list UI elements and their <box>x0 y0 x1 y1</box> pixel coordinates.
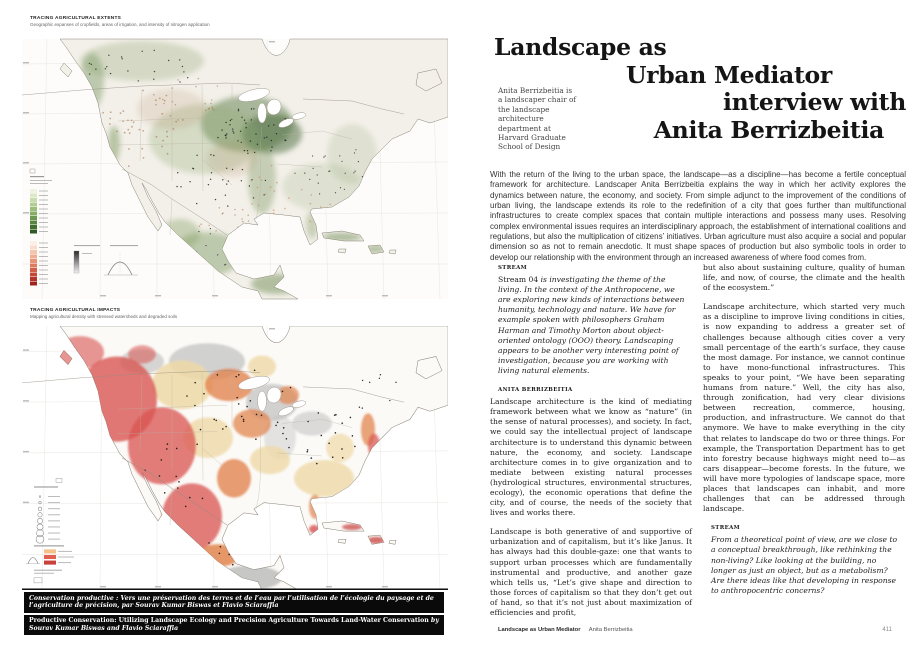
answer-paragraph-4: Landscape architecture, which started very much as a discipline to improve living conditions in cities, is now expanding to address a greater set of challenges because although cities cover a very small percentage of the earth’s surface, they cause the most damage. For instance, we cannot continue to have mono-functional infrastructures. This speaks to your point, “We have been separating humans from nature.” Well, the city has also, through zonification, had very clear divisions between recreation, commerce, housing, production, and infrastructure. We cannot do that anymore. We have to make everything in the city that relates to landscape do two or three things. For example, the Transportation Department has to get into forestry because highways might need to—as cars disappear—become forests. In the future, we will have more typologies of landscape space, more places that landscapes can inhabit, and more challenges that can be addressed through landscape. <box>703 302 905 514</box>
interview-question-2: From a theoretical point of view, are we close to a conceptual breakthrough, like rethinking the non-living? Like looking at the building, no longer as just an object, but as a metabolism? Are there ideas like that developing in response to anthropocentric concerns? <box>711 535 898 595</box>
title-line-4: Anita Berrizbeitia <box>653 115 884 144</box>
speaker-label-stream: STREAM <box>498 265 528 271</box>
answer-paragraph-1: Landscape architecture is the kind of mediating framework between what we know as “nature” (in the sense of natural processes), and society. In fact, we could say the intellectual project of landscape architecture is to understand this dynamic between nature, the economy, and society. Landscape architecture comes in to give organization and to mediate between existing natural processes (hydrological structures, environmental structures, ecology), the economic operations that define the city, and of course, the needs of the society that lives and works there. <box>490 397 692 518</box>
map2-header <box>30 308 177 319</box>
article-columns <box>490 263 906 618</box>
title-line-2: Urban Mediator <box>625 60 832 89</box>
caption-block <box>24 592 444 635</box>
title-line-1: Landscape as <box>494 33 667 61</box>
speaker-label-anita: ANITA BERRIZBEITIA <box>498 387 573 394</box>
answer-paragraph-3: but also about sustaining culture, quality of human life, and now, of course, the climate and the health of the ecosystem.” <box>703 263 905 293</box>
map1-title: TRACING AGRICULTURAL EXTENTS <box>30 16 122 21</box>
caption-english-byline: by Sourav Kumar Biswas and Flavio Sciaraffia <box>29 617 439 632</box>
caption-french: Conservation productive : Vers une préservation des terres et de l’eau par l’utilisation de l’écologie du paysage et de l’agriculture de précision, par Sourav Kumar Biswas et Flavio Sciaraffia <box>24 592 444 613</box>
agricultural-impacts-map <box>22 326 448 590</box>
speaker-label-stream-2: STREAM <box>711 525 741 532</box>
map2-subtitle: Mapping agricultural density with stressed watersheds and degraded soils <box>30 314 178 319</box>
cropland-extents-map <box>22 38 448 300</box>
author-bio-note: Anita Berrizbeitia is a landscaper chair of the landscape architecture department at Harvard Graduate School of Design <box>498 86 577 152</box>
intro-paragraph: With the return of the living to the urban space, the landscape—as a discipline—has become a fertile conceptual framework for architecture. Landscaper Anita Berrizbeitia explains the way in which her activity explores the dynamics between nature, the economy, and society. From simple adjunct to the improvement of the conditions of urban living, the landscape extends its role to the redefinition of a city that goes further than multifunctional infrastructures to create complex spaces that contain multiple interactions and possess many uses. Resolving complex environmental issues requires an interdisciplinary approach, the establishment of international coalitions and regulations, but also the multiplication of citizens’ initiatives. Urban agriculture must also acquire a social and popular dimension so as not to remain anecdotic. It must shape spaces of production but also symbolic tools in order to develop our relationship with the environment through an increased awareness of where food comes from. <box>490 170 906 262</box>
right-page <box>490 0 906 646</box>
column-2 <box>703 263 905 618</box>
footer-author: Anita Berrizbeitia <box>588 627 633 633</box>
map2-title: TRACING AGRICULTURAL IMPACTS <box>30 308 121 313</box>
page-number: 411 <box>882 627 892 633</box>
caption-english-title: Productive Conservation: Utilizing Landscape Ecology and Precision Agriculture Towards Land-Water Conservation <box>29 617 429 625</box>
left-page <box>22 8 448 640</box>
caption-english <box>24 615 444 636</box>
map1-header <box>30 16 210 27</box>
answer-paragraph-2: Landscape is both generative of and supportive of urbanization and of capitalism, but it’s like Janus. It has always had this double-gaze: one that wants to support urban processes which are fundamentally instrumental and productive, and another gaze which tells us, “Let’s give shape and direction to those forces of capitalism so that they don’t get out of hand, so that it’s not just about maximization of efficiencies and profit, <box>490 527 692 617</box>
running-footer <box>498 627 633 633</box>
title-line-3: interview with <box>722 88 906 116</box>
question-body: is investigating the theme of the living. In the context of the Anthropocene, we are exploring new kinds of interactions between humanity, technology and nature. We have for example spoken with philosophers Graham Harman and Timothy Morton about object-oriented ontology (OOO) theory. Landscaping appears to be another very interesting point of investigation, because you are working with living natural elements. <box>498 275 685 375</box>
interview-question-1 <box>490 275 692 376</box>
footer-article-title: Landscape as Urban Mediator <box>498 627 581 633</box>
map1-subtitle: Geographic expanses of cropfields, areas of irrigation, and intensity of nitrogen application <box>30 22 210 27</box>
map2-bottom-rule <box>22 588 448 590</box>
column-1 <box>490 263 692 618</box>
question-lead: Stream 04 <box>498 275 539 285</box>
